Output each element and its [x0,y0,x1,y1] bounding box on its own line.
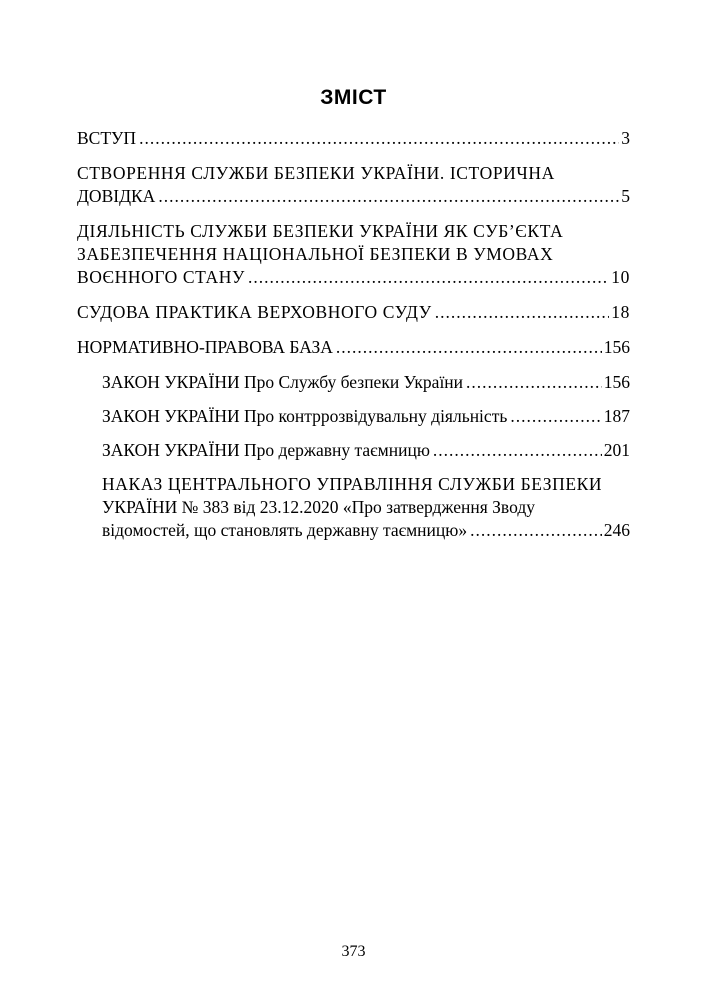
toc-subentry-state-secret-law[interactable] [102,439,630,462]
toc-entry-title: ЗАКОН УКРАЇНИ Про Службу безпеки України [102,372,464,392]
toc-entry-title: СУДОВА ПРАКТИКА ВЕРХОВНОГО СУДУ [77,302,432,322]
toc-page-number: 156 [603,337,630,357]
toc-entry-title-line: УКРАЇНИ № 383 від 23.12.2020 «Про затвердження Зводу [102,497,535,517]
toc-entry-title-line: НАКАЗ ЦЕНТРАЛЬНОГО УПРАВЛІННЯ СЛУЖБИ БЕЗПЕКИ [102,474,603,494]
toc-entry-legal-base[interactable] [77,336,630,359]
toc-page-number: 18 [611,302,630,322]
dot-leader [248,266,609,289]
table-of-contents [77,127,630,553]
toc-page-number: 246 [603,520,630,540]
toc-entry-title-line: СТВОРЕННЯ СЛУЖБИ БЕЗПЕКИ УКРАЇНИ. ІСТОРИЧНА [77,163,555,183]
toc-entry-title: ЗАКОН УКРАЇНИ Про контррозвідувальну діяльність [102,406,508,426]
dot-leader [336,336,602,359]
dot-leader [433,439,602,462]
toc-entry-vstup[interactable] [77,127,630,150]
toc-subentry-sbu-law[interactable] [102,371,630,394]
toc-page-number: 10 [611,267,630,287]
toc-entry-title: ВСТУП [77,128,137,148]
toc-subentry-counterintelligence-law[interactable] [102,405,630,428]
toc-entry-title-line: ДІЯЛЬНІСТЬ СЛУЖБИ БЕЗПЕКИ УКРАЇНИ ЯК СУБ’ЄКТА [77,221,564,241]
dot-leader [158,185,619,208]
toc-entry-title: ЗАКОН УКРАЇНИ Про державну таємницю [102,440,430,460]
toc-page-number: 5 [621,186,630,206]
toc-entry-title: ВОЄННОГО СТАНУ [77,267,246,287]
toc-entry-title: НОРМАТИВНО-ПРАВОВА БАЗА [77,337,333,357]
dot-leader [466,371,602,394]
toc-page-number: 156 [603,372,630,392]
toc-entry-title: ДОВІДКА [77,186,156,206]
toc-page-number: 187 [603,406,630,426]
toc-entry-title: відомостей, що становлять державну таємницю» [102,520,468,540]
page-number: 373 [341,943,366,960]
toc-page-number: 3 [621,128,630,148]
dot-leader [435,301,610,324]
page-title: ЗМІСТ [320,86,387,109]
toc-entry-court-practice[interactable] [77,301,630,324]
dot-leader [510,405,601,428]
dot-leader [470,519,602,542]
toc-entry-activity[interactable] [77,220,630,289]
toc-entry-title-line: ЗАБЕЗПЕЧЕННЯ НАЦІОНАЛЬНОЇ БЕЗПЕКИ В УМОВАХ [77,244,554,264]
toc-entry-history[interactable] [77,162,630,208]
toc-page-number: 201 [603,440,630,460]
toc-subentry-order-383[interactable] [102,473,630,542]
dot-leader [139,127,619,150]
